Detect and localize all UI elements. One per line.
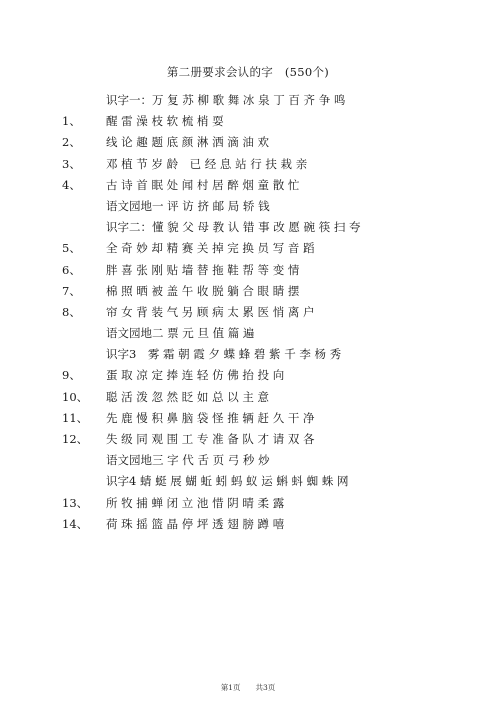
list-item [62, 387, 482, 408]
line-text: 全 奇 妙 却 精 赛 关 掉 完 换 员 写 音 蹈 [106, 241, 315, 256]
line-text: 失 级 同 观 围 工 专 准 备 队 才 请 双 各 [106, 432, 315, 446]
line-number: 8、 [62, 304, 81, 319]
line-text: 荷 珠 摇 篮 晶 停 坪 透 翅 膀 蹲 嘻 [106, 516, 285, 531]
page-footer: 第1页 共3页 [220, 683, 276, 692]
line-text: 识字3 雾 霜 朝 霞 夕 蝶 蜂 碧 紫 千 李 杨 秀 [106, 347, 342, 362]
line-text: 线 论 趣 题 底 颜 淋 洒 滴 油 欢 [106, 135, 270, 150]
list-item [62, 471, 482, 492]
line-text: 醒 雷 澡 枝 软 梳 梢 耍 [106, 114, 224, 129]
line-text: 识字4 蜻 蜓 展 蝴 蚯 蚓 蚂 蚁 运 蝌 蚪 蜘 蛛 网 [106, 474, 349, 489]
list-item [62, 302, 482, 323]
line-text: 古 诗 首 眠 处 闻 村 居 醉 烟 童 散 忙 [106, 177, 300, 192]
line-text: 邓 植 节 岁 龄 已 经 息 站 行 扶 栽 亲 [106, 156, 308, 171]
list-item [62, 132, 482, 153]
line-text: 聪 活 泼 忽 然 眨 如 总 以 主 意 [106, 389, 270, 404]
list-item [62, 344, 482, 365]
line-number: 5、 [62, 241, 81, 256]
line-text: 所 牧 捕 蝉 闭 立 池 惜 阴 晴 柔 露 [106, 495, 285, 510]
list-item [62, 408, 482, 429]
document-title: 第二册要求会认的字 (550个) [166, 65, 330, 79]
line-text: 胖 喜 张 刚 贴 墙 替 拖 鞋 帮 等 变 情 [106, 262, 300, 277]
list-item [62, 365, 482, 386]
line-text: 识字二：懂 貌 父 母 教 认 错 事 改 愿 碗 筷 扫 夸 [106, 220, 361, 235]
line-number: 1、 [62, 114, 81, 129]
line-text: 识字一：万 复 苏 柳 歌 舞 冰 泉 丁 百 齐 争 鸣 [106, 93, 346, 107]
list-item [62, 450, 482, 471]
list-item [62, 154, 482, 175]
list-item [62, 90, 482, 111]
line-number: 11、 [62, 410, 89, 425]
list-item [62, 175, 482, 196]
line-number: 4、 [62, 177, 81, 192]
list-item [62, 238, 482, 259]
list-item [62, 514, 482, 535]
list-item [62, 493, 482, 514]
list-item [62, 217, 482, 238]
line-text: 蛋 取 凉 定 捧 连 轻 仿 佛 抬 投 向 [106, 368, 285, 383]
line-number: 14、 [62, 516, 89, 531]
character-list [62, 90, 482, 535]
line-text: 语文园地一 评 访 挤 邮 局 轿 钱 [106, 198, 270, 213]
line-number: 6、 [62, 262, 81, 277]
list-item [62, 281, 482, 302]
line-number: 10、 [62, 389, 89, 404]
list-item [62, 429, 482, 450]
line-number: 7、 [62, 283, 81, 298]
line-text: 先 鹿 慢 积 鼻 脑 袋 怪 推 辆 赶 久 干 净 [106, 410, 315, 425]
line-number: 13、 [62, 495, 89, 510]
line-number: 12、 [62, 432, 89, 446]
line-text: 帘 女 背 装 气 另 顾 病 太 累 医 悄 离 户 [106, 304, 315, 319]
line-number: 2、 [62, 135, 81, 150]
list-item [62, 323, 482, 344]
line-text: 语文园地三 字 代 舌 页 弓 秒 炒 [106, 453, 270, 468]
list-item [62, 111, 482, 132]
list-item [62, 196, 482, 217]
list-item [62, 260, 482, 281]
line-number: 3、 [62, 156, 81, 171]
line-text: 语文园地二 票 元 旦 值 篇 遍 [106, 326, 255, 341]
line-text: 棉 照 晒 被 盖 午 收 脱 躺 合 眼 睛 摆 [106, 283, 300, 298]
line-number: 9、 [62, 368, 81, 383]
